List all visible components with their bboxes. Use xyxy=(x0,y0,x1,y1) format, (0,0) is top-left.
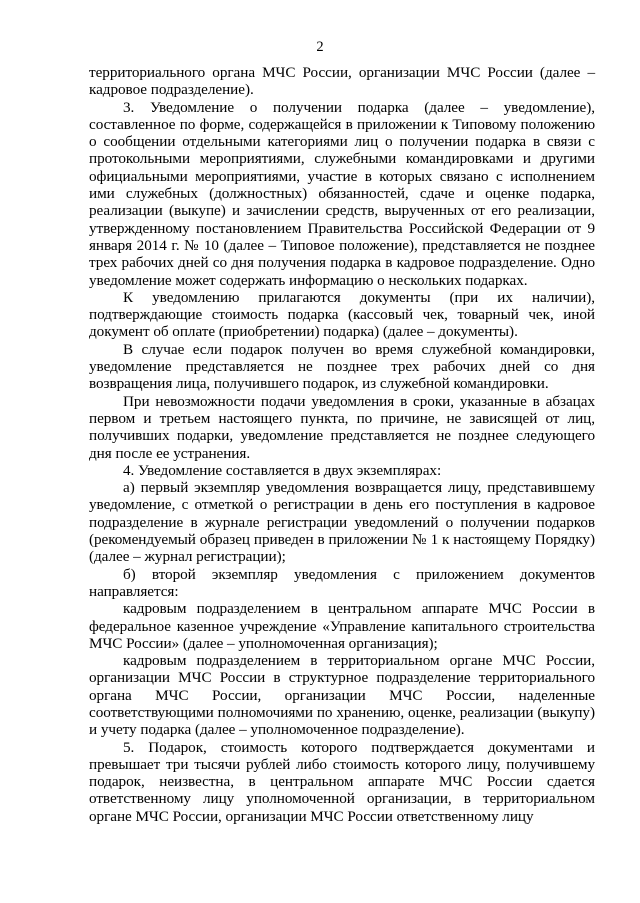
paragraph-territorial-organ: кадровым подразделением в территориальном органе МЧС России, организации МЧС России в структурное подразделение территориального органа МЧС России, организации МЧС России, наделенные соответствующими полномочиями по хранению, оценке, реализации (выкупу) и учету подарка (далее – уполномоченное подразделение). xyxy=(89,652,595,739)
paragraph-central-apparatus: кадровым подразделением в центральном аппарате МЧС России в федеральное казенное учреждение «Управление капитального строительства МЧС России» (далее – уполномоченная организация); xyxy=(89,600,595,652)
document-body xyxy=(89,64,595,825)
paragraph-impossibility: При невозможности подачи уведомления в сроки, указанные в абзацах первом и третьем настоящего пункта, по причине, не зависящей от лиц, получивших подарки, уведомление представляется не позднее следующего дня после ее устранения. xyxy=(89,392,595,462)
paragraph-attached-documents: К уведомлению прилагаются документы (при их наличии), подтверждающие стоимость подарка (кассовый чек, товарный чек, иной документ об оплате (приобретении) подарка) (далее – документы). xyxy=(89,288,595,341)
paragraph-business-trip: В случае если подарок получен во время служебной командировки, уведомление представляется не позднее трех рабочих дней со дня возвращения лица, получившего подарок, из служебной командировки. xyxy=(89,340,595,393)
paragraph-item-4b: б) второй экземпляр уведомления с приложением документов направляется: xyxy=(89,565,595,600)
paragraph-item-5: 5. Подарок, стоимость которого подтверждается документами и превышает три тысячи рублей либо стоимость которого лицу, получившему подарок, неизвестна, в центральном аппарате МЧС России сдается ответственному лицу уполномоченной организации, в территориальном органе МЧС России, организации МЧС России ответственному лицу xyxy=(89,738,595,825)
paragraph-item-4: 4. Уведомление составляется в двух экземплярах: xyxy=(123,461,442,479)
page-number: 2 xyxy=(316,39,324,55)
paragraph-item-3: 3. Уведомление о получении подарка (далее – уведомление), составленное по форме, содержащейся в приложении к Типовому положению о сообщении отдельными категориями лиц о получении подарка в связи с протокольными мероприятиями, служебными командировками и другими официальными мероприятиями, участие в которых связано с исполнением ими служебных (должностных) обязанностей, сдаче и оценке подарка, реализации (выкупе) и зачислении средств, вырученных от его реализации, утвержденному постановлением Правительства Российской Федерации от 9 января 2014 г. № 10 (далее – Типовое положение), представляется не позднее трех рабочих дней со дня получения подарка в кадровое подразделение. Одно уведомление может содержать информацию о нескольких подарках. xyxy=(89,98,595,289)
paragraph-item-4a: а) первый экземпляр уведомления возвращается лицу, представившему уведомление, с отметкой о регистрации в день его поступления в кадровое подразделение в журнале регистрации уведомлений о получении подарков (рекомендуемый образец приведен в приложении № 1 к настоящему Порядку) (далее – журнал регистрации); xyxy=(89,479,595,566)
paragraph-continuation: территориального органа МЧС России, организации МЧС России (далее – кадровое подразделение). xyxy=(89,64,595,99)
